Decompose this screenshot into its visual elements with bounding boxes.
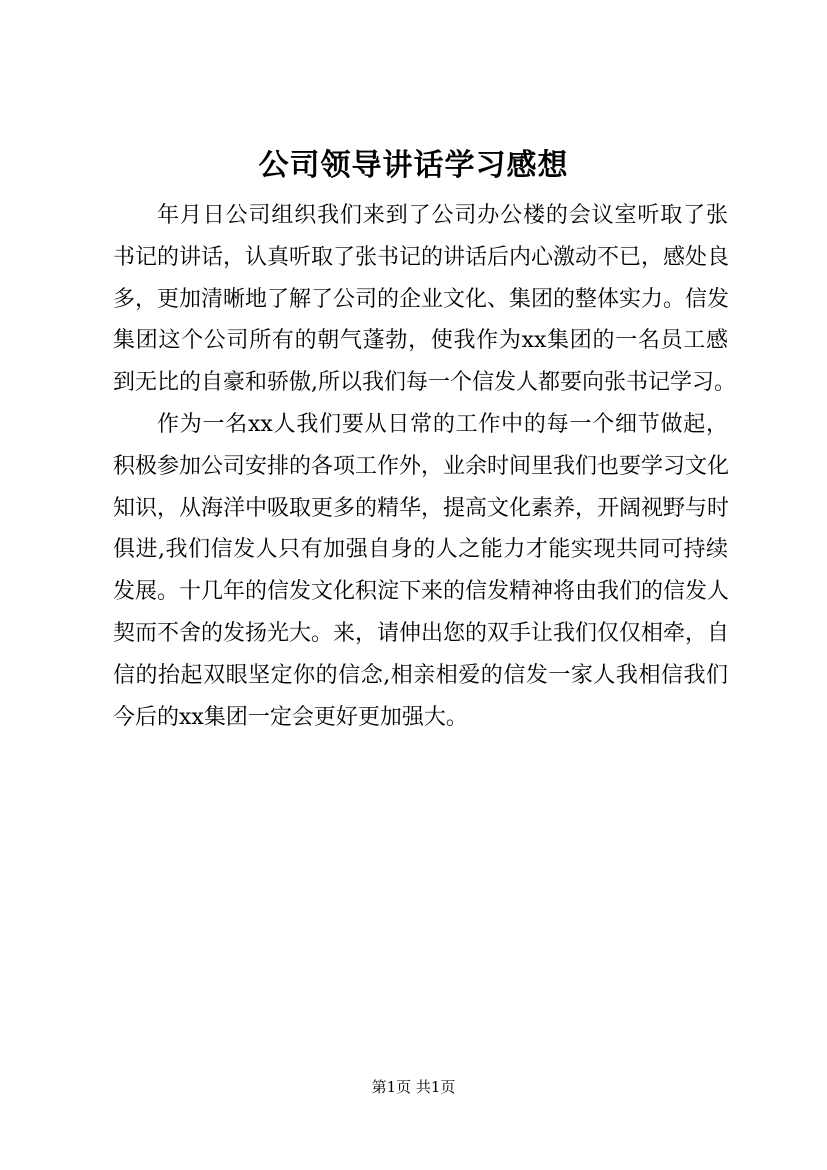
paragraph-line: 俱进,我们信发人只有加强自身的人之能力才能实现共同可持续 <box>113 537 728 563</box>
paragraph-line: 作为一名xx人我们要从日常的工作中的每一个细节做起， <box>157 411 728 437</box>
paragraph-line: 知识，从海洋中吸取更多的精华，提高文化素养，开阔视野与时 <box>113 495 730 521</box>
paragraph-line: 积极参加公司安排的各项工作外，业余时间里我们也要学习文化 <box>113 453 730 479</box>
paragraph-line: 年月日公司组织我们来到了公司办公楼的会议室听取了张 <box>157 203 728 228</box>
paragraph-line: 书记的讲话，认真听取了张书记的讲话后内心激动不已，感处良 <box>113 244 730 270</box>
paragraph-line: 发展。十几年的信发文化积淀下来的信发精神将由我们的信发人 <box>113 579 730 605</box>
paragraph-line: 集团这个公司所有的朝气蓬勃，使我作为xx集团的一名员工感 <box>113 328 728 354</box>
document-body <box>113 195 736 738</box>
paragraph-line: 信的抬起双眼坚定你的信念,相亲相爱的信发一家人我相信我们 <box>113 662 728 688</box>
paragraph-line: 到无比的自豪和骄傲,所以我们每一个信发人都要向张书记学习。 <box>113 370 736 396</box>
paragraph-line: 契而不舍的发扬光大。来，请伸出您的双手让我们仅仅相牵，自 <box>113 620 730 646</box>
paragraph-line: 今后的xx集团一定会更好更加强大。 <box>113 704 468 730</box>
paragraph-1 <box>113 195 736 404</box>
document-title: 公司领导讲话学习感想 <box>258 148 569 183</box>
page-number-footer: 第1页 共1页 <box>371 1078 456 1096</box>
paragraph-2 <box>113 404 728 738</box>
paragraph-line: 多，更加清晰地了解了公司的企业文化、集团的整体实力。信发 <box>113 286 730 312</box>
